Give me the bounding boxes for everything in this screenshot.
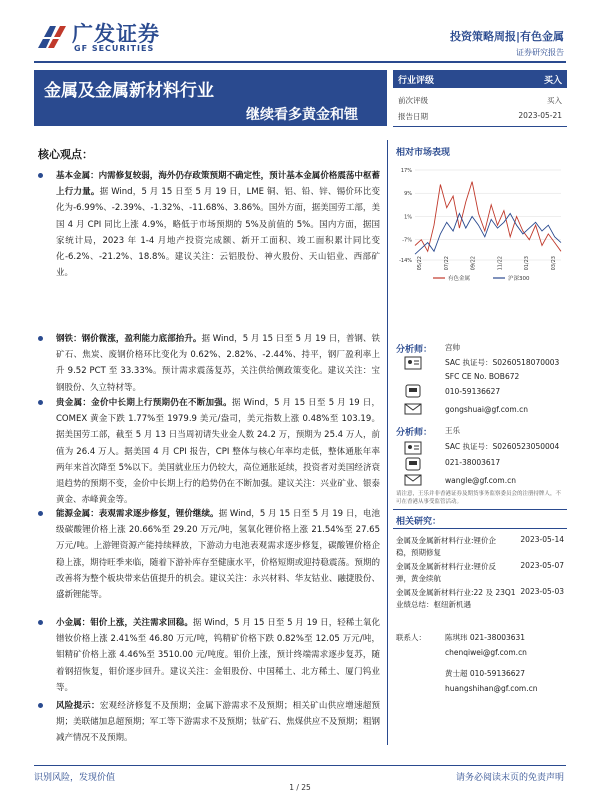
- related-item[interactable]: 金属及金属新材料行业:22 及 23Q1 业绩总结：枢纽新机遇: [396, 588, 516, 609]
- para-risk: [38, 698, 380, 747]
- report-date-label: 报告日期: [398, 112, 428, 121]
- para-steel: [38, 331, 380, 396]
- related-item-date: 2023-05-03: [520, 587, 564, 596]
- core-views-heading: 核心观点：: [38, 148, 93, 161]
- x-tick-label: 11/22: [497, 256, 504, 271]
- related-title: 相关研究：: [396, 517, 442, 527]
- x-tick-label: 07/22: [443, 256, 450, 271]
- related-item-date: 2023-05-14: [520, 535, 564, 544]
- phone-icon: [404, 384, 422, 398]
- analyst-2-section-title: 分析师：: [396, 428, 433, 438]
- page-number: 1 / 25: [289, 783, 311, 792]
- analyst-1-sac: SAC 执证号：S0260518070003: [445, 358, 560, 367]
- para-lead: 基本金属：内需修复较弱，海外仍存政策预期不确定性，预计基本金属价格震荡中枢蓄上行力量。: [56, 171, 380, 198]
- analyst-1-name: 宫帅: [445, 343, 460, 352]
- bullet-icon: [38, 173, 43, 178]
- email-icon: [404, 402, 422, 416]
- para-lead: 小金属：钼价上涨，关注需求回稳。: [56, 618, 193, 628]
- analyst-section-title: 分析师：: [396, 345, 433, 355]
- legend-label: 有色金属: [448, 276, 471, 282]
- para-energy-metals: [38, 506, 380, 603]
- analyst-disclaimer: 请注意，王乐并非香港证券及期货事务监察委员会的注册持牌人，不可在香港从事受监管活动。: [396, 491, 562, 505]
- x-tick-label: 09/22: [470, 256, 477, 271]
- analyst-2-email: wangle@gf.com.cn: [445, 476, 516, 485]
- para-base-metals: [38, 168, 380, 281]
- para-lead: 风险提示：: [56, 701, 100, 711]
- related-item[interactable]: 金属及金属新材料行业:锂价反弹，黄金续航: [396, 562, 497, 583]
- para-text: 据 Wind，5 月 15 日至 5 月 19 日，COMEX 黄金下跌 1.77%至 1979.9 美元/盎司，美元指数上涨 0.48%至 103.19。据美国劳工部，截至 5 月 13 日当周初请失业金人数 24.2 万，预期为 25.4 万人，前值为 26.4 万人。据美国 4 月 CPI 报告，CPI 整体与核心年率均走低，整体通胀年率两年来首次降至 5%以下。美国就业压力仍较大，高位通胀延续，投资者对美国经济衰退趋势的预期不变，金价中长期上行的趋势仍在不断加强。建议关注：兴业矿业、银泰黄金、赤峰黄金等。: [56, 398, 380, 506]
- chart-title: 相对市场表现: [396, 148, 451, 158]
- y-tick-label: 17%: [400, 168, 412, 174]
- prev-rating-value: 买入: [547, 96, 562, 105]
- bullet-icon: [38, 400, 43, 405]
- analyst-1-email: gongshuai@gf.com.cn: [445, 405, 528, 414]
- y-tick-label: -14%: [399, 258, 412, 264]
- industry-title: 金属及金属新材料行业: [44, 81, 214, 101]
- analyst-2-sac: SAC 执证号：S0260523050004: [445, 442, 560, 451]
- email-icon: [404, 473, 422, 487]
- contact-2: 黄士超 010-59136627: [445, 669, 526, 678]
- para-text: 据 Wind，5 月 15 日至 5 月 19 日，轻稀土氧化镨钕价格上涨 2.41%至 46.80 万元/吨，钨精矿价格下跌 0.82%至 12.05 万元/吨，钼精矿价格上涨 4.46%至 3510.00 元/吨度。钼价上涨，预计终端需求逐步复苏，随着钢招恢复，钼价逐步回升。建议关注：金钼股份、中国稀土、北方稀土、厦门钨业等。: [56, 618, 380, 693]
- report-date-value: 2023-05-21: [518, 111, 562, 120]
- bullet-icon: [38, 511, 43, 516]
- report-subtype: 证券研究报告: [516, 48, 564, 57]
- related-rule: [393, 528, 567, 529]
- report-headline: 继续看多黄金和锂: [246, 107, 358, 123]
- y-tick-label: 9%: [404, 191, 412, 198]
- para-lead: 贵金属：金价中长期上行预期仍在不断加强。: [56, 398, 232, 408]
- related-item-date: 2023-05-07: [520, 561, 564, 570]
- y-tick-label: -7%: [402, 237, 412, 244]
- rating-label: 行业评级: [398, 76, 435, 86]
- footer-slogan: 识别风险，发现价值: [34, 773, 116, 783]
- contact-1: 陈琪玮 021-38003631: [445, 633, 526, 642]
- analyst-1-sfc: SFC CE No. BOB672: [445, 372, 520, 381]
- contact-2-email[interactable]: huangshihan@gf.com.cn: [445, 684, 538, 693]
- contact-1-email[interactable]: chenqiwei@gf.com.cn: [445, 648, 527, 657]
- para-precious-metals: [38, 395, 380, 508]
- phone-icon: [404, 457, 422, 471]
- id-card-icon: [404, 441, 422, 455]
- logo-english: GF SECURITIES: [74, 44, 155, 53]
- para-text: 据 Wind，5 月 15 日至 5 月 19 日，电池级碳酸锂价格上涨 20.66%至 29.20 万元/吨，氢氧化锂价格上涨 21.54%至 27.65 万元/吨。上游锂资源产能持续释放，下游动力电池表观需求逐步修复，碳酸锂价格企稳上涨，期待旺季来临，随着下游补库存至健康水平，价格短期或迎持稳震荡。预期的改善将为整个板块带来估值提升的机会。建议关注：永兴材料、华友钴业、融捷股份、盛新锂能等。: [56, 509, 380, 601]
- x-tick-label: 03/23: [551, 256, 557, 271]
- contacts-label: 联系人：: [396, 633, 426, 642]
- relative-performance-chart: [393, 160, 567, 290]
- rating-rule: [393, 126, 567, 127]
- legend-label: 沪深300: [508, 276, 530, 282]
- id-card-icon: [404, 356, 422, 370]
- bullet-icon: [38, 336, 43, 341]
- footer-rule: [34, 765, 566, 766]
- analyst-2-phone: 021-38003617: [445, 458, 501, 467]
- bullet-icon: [38, 620, 43, 625]
- related-rule-top: [393, 509, 567, 510]
- para-text: 据 Wind，5 月 15 日至 5 月 19 日，普钢、铁矿石、焦炭、废钢价格环比变化为 0.62%、2.82%、-2.44%、持平，钢厂盈利率上升 9.52 PCT 至 33.33%。预计需求震荡复苏，关注供给侧政策变化。建议关注：宝钢股份、久立特材等。: [56, 334, 380, 393]
- header-rule: [34, 61, 566, 63]
- para-lead: 钢铁：钢价微涨，盈利能力底部抬升。: [56, 334, 202, 344]
- para-text: 据 Wind，5 月 15 日至 5 月 19 日，LME 铜、铝、铅、锌、锡价环比变化为-6.99%、-2.39%、-1.32%、-11.68%、3.86%。国外方面，据美国劳工部，美国 4 月 CPI 同比上涨 4.9%，略低于市场预期的 5%及前值的 5%。国内方面，据国家统计局，2023 年 1-4 月地产投资完成额、新开工面积、竣工面积累计同比变化-6.2%、-21.2%、18.8%。建议关注：云铝股份、神火股份、天山铝业、西部矿业。: [56, 187, 380, 279]
- y-tick-label: 1%: [404, 214, 412, 221]
- footer-disclaimer: 请务必阅读末页的免责声明: [455, 773, 564, 783]
- logo-chinese: 广发证券: [72, 22, 160, 46]
- column-divider: [387, 140, 388, 745]
- gf-logo-icon: [34, 22, 68, 52]
- x-tick-label: 01/23: [524, 256, 531, 271]
- analyst-2-name: 王乐: [445, 426, 460, 435]
- x-tick-label: 05/22: [417, 256, 423, 271]
- report-type: 投资策略周报|有色金属: [449, 30, 564, 43]
- bullet-icon: [38, 703, 43, 708]
- prev-rating-label: 前次评级: [398, 96, 428, 105]
- para-lead: 能源金属：表观需求逐步修复，锂价继续。: [56, 509, 219, 519]
- analyst-1-phone: 010-59136627: [445, 387, 501, 396]
- rating-value: 买入: [543, 76, 562, 86]
- related-item[interactable]: 金属及金属新材料行业:锂价企稳，预期修复: [396, 536, 497, 557]
- para-text: 宏观经济修复不及预期；金属下游需求不及预期；相关矿山供应增速超预期；美联储加息超预期；军工等下游需求不及预期；钛矿石、焦煤供应不及预期；粗钢减产情况不及预期。: [56, 701, 380, 744]
- para-minor-metals: [38, 615, 380, 696]
